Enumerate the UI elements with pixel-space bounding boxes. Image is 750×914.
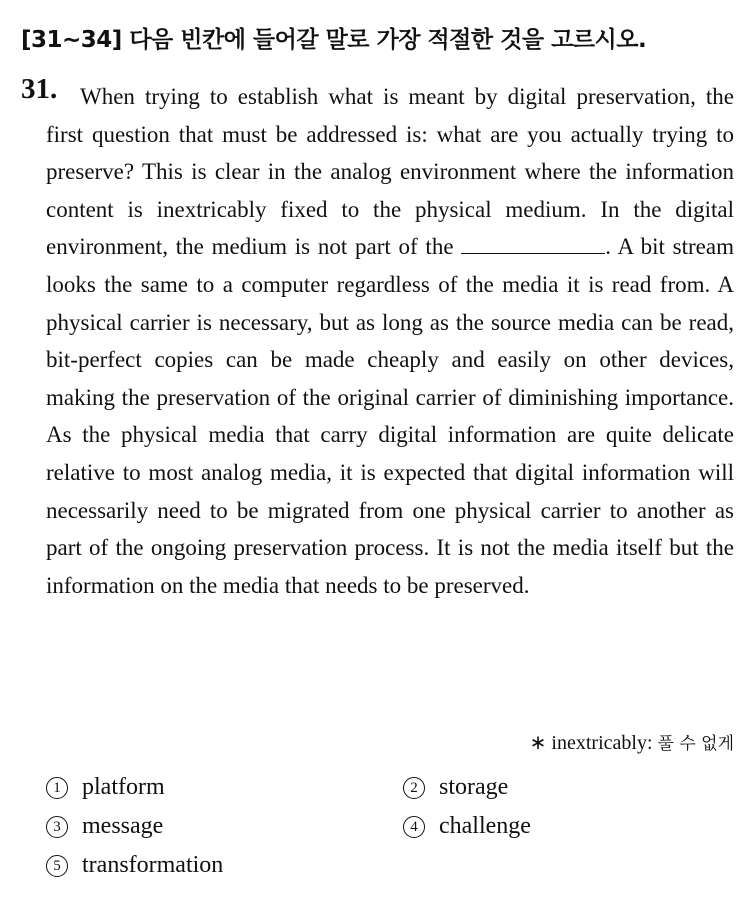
choice-4-text: challenge: [439, 813, 531, 839]
footnote: [530, 729, 734, 755]
answer-blank: [461, 235, 605, 254]
choice-1[interactable]: [46, 774, 165, 801]
choice-1-text: platform: [82, 774, 165, 800]
choice-5[interactable]: [46, 852, 223, 879]
section-instruction: [31~34] 다음 빈칸에 들어갈 말로 가장 적절한 것을 고르시오.: [21, 27, 647, 53]
footnote-marker: ∗: [529, 732, 547, 754]
choice-3-marker: 3: [46, 816, 68, 838]
choice-1-marker: 1: [46, 777, 68, 799]
choice-3-text: message: [82, 813, 164, 839]
passage-text-before-blank: When trying to establish what is meant by digital preservation, the first question that must be addressed is: what are you actually trying to preserve? This is clear in the analog environment where the information content is inextricably fixed to the physical medium. In the digital environment, the medium is not part of the: [46, 84, 734, 260]
choice-2-marker: 2: [403, 777, 425, 799]
question-passage: [46, 78, 734, 604]
choice-5-text: transformation: [82, 852, 224, 878]
footnote-term: inextricably:: [551, 732, 653, 754]
footnote-gloss: 풀 수 없게: [657, 734, 734, 754]
choice-4[interactable]: [403, 813, 531, 840]
choice-2-text: storage: [439, 774, 509, 800]
choice-5-marker: 5: [46, 855, 68, 877]
choice-2[interactable]: [403, 774, 508, 801]
passage-text-after-blank: . A bit stream looks the same to a computer regardless of the media it is read from. A physical carrier is necessary, but as long as the source media can be read, bit-perfect copies can be made cheaply and easily on other devices, making the preservation of the original carrier of diminishing importance. As the physical media that carry digital information are quite delicate relative to most analog media, it is expected that digital information will necessarily need to be migrated from one physical carrier to another as part of the ongoing preservation process. It is not the media itself but the information on the media that needs to be preserved.: [46, 234, 734, 598]
question-number: 31.: [21, 73, 58, 105]
choice-4-marker: 4: [403, 816, 425, 838]
choice-3[interactable]: [46, 813, 163, 840]
